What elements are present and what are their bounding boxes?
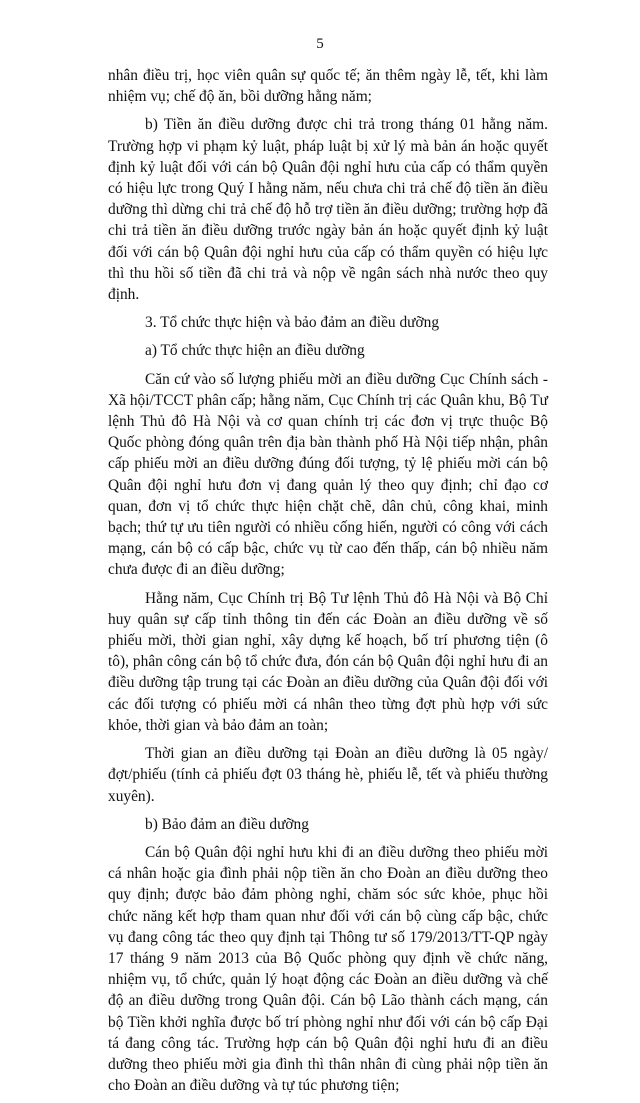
paragraph-continuation: nhân điều trị, học viên quân sự quốc tế; ăn thêm ngày lễ, tết, khi làm nhiệm vụ; chế độ ăn, bồi dưỡng hằng năm; bbox=[108, 67, 548, 106]
page-body bbox=[108, 65, 548, 1103]
page-number: 5 bbox=[316, 36, 324, 52]
paragraph-guarantee: Cán bộ Quân đội nghỉ hưu khi đi an điều dưỡng theo phiếu mời cá nhân hoặc gia đình phải nộp tiền ăn cho Đoàn an điều dưỡng theo quy định; được bảo đảm phòng nghỉ, chăm sóc sức khỏe, phục hồi chức năng kết hợp tham quan như đối với cán bộ cùng cấp bậc, chức vụ đang công tác theo quy định tại Thông tư số 179/2013/TT-QP ngày 17 tháng 9 năm 2013 của Bộ Quốc phòng quy định về chức năng, nhiệm vụ, tổ chức, quản lý hoạt động các Đoàn an điều dưỡng và chế độ an điều dưỡng trong Quân đội. Cán bộ Lão thành cách mạng, cán bộ Tiền khởi nghĩa được bố trí phòng nghỉ như đối với cán bộ cấp Đại tá đang công tác. Trường hợp cán bộ Quân đội nghỉ hưu đi an điều dưỡng theo phiếu mời gia đình thì thân nhân đi cùng phải nộp tiền ăn cho Đoàn an điều dưỡng và tự túc phương tiện; bbox=[108, 843, 548, 1095]
subheading-b: b) Bảo đảm an điều dưỡng bbox=[145, 815, 309, 833]
paragraph-duration: Thời gian an điều dưỡng tại Đoàn an điều dưỡng là 05 ngày/đợt/phiếu (tính cả phiếu đợt 03 tháng hè, phiếu lễ, tết và phiếu thường xuyên). bbox=[108, 745, 548, 805]
paragraph-item-b-payment: b) Tiền ăn điều dưỡng được chi trả trong tháng 01 hằng năm. Trường hợp vi phạm kỷ luật, pháp luật bị xử lý mà bản án hoặc quyết định kỷ luật đối với cán bộ Quân đội nghỉ hưu của cấp có thẩm quyền có hiệu lực trong Quý I hằng năm, nếu chưa chi trả chế độ tiền ăn điều dưỡng thì dừng chi trả chế độ hỗ trợ tiền ăn điều dưỡng; trường hợp đã chi trả tiền ăn điều dưỡng trước ngày bản án hoặc quyết định kỷ luật đối với cán bộ Quân đội nghỉ hưu của cấp có thẩm quyền có hiệu lực thì thu hồi số tiền đã chi trả và nộp về ngân sách nhà nước theo quy định. bbox=[108, 116, 548, 304]
subheading-a: a) Tổ chức thực hiện an điều dưỡng bbox=[145, 342, 365, 360]
paragraph-annual-notice: Hằng năm, Cục Chính trị Bộ Tư lệnh Thủ đô Hà Nội và Bộ Chỉ huy quân sự cấp tỉnh thông tin đến các Đoàn an điều dưỡng về số phiếu mời, thời gian nghỉ, xây dựng kế hoạch, bố trí phương tiện (ô tô), phân công cán bộ tổ chức đưa, đón cán bộ Quân đội nghỉ hưu đi an điều dưỡng tập trung tại các Đoàn an điều dưỡng của Quân đội đối với các đối tượng có phiếu mời cá nhân theo từng đợt phù hợp với sức khỏe, thời gian và bảo đảm an toàn; bbox=[108, 589, 548, 734]
section-heading-3: 3. Tổ chức thực hiện và bảo đảm an điều dưỡng bbox=[145, 314, 440, 332]
paragraph-allocation: Căn cứ vào số lượng phiếu mời an điều dưỡng Cục Chính sách - Xã hội/TCCT phân cấp; hằng năm, Cục Chính trị các Quân khu, Bộ Tư lệnh Thủ đô Hà Nội và cơ quan chính trị các đơn vị trực thuộc Bộ Quốc phòng đóng quân trên địa bàn thành phố Hà Nội tiếp nhận, phân cấp phiếu mời an điều dưỡng đúng đối tượng, tỷ lệ phiếu mời cán bộ Quân đội nghỉ hưu đơn vị đang quản lý theo quy định; chỉ đạo cơ quan, đơn vị tổ chức thực hiện chặt chẽ, dân chủ, công khai, minh bạch; thứ tự ưu tiên người có nhiều cống hiến, người có công với cách mạng, cán bộ có cấp bậc, chức vụ từ cao đến thấp, cán bộ nhiều năm chưa được đi an điều dưỡng; bbox=[108, 370, 548, 579]
